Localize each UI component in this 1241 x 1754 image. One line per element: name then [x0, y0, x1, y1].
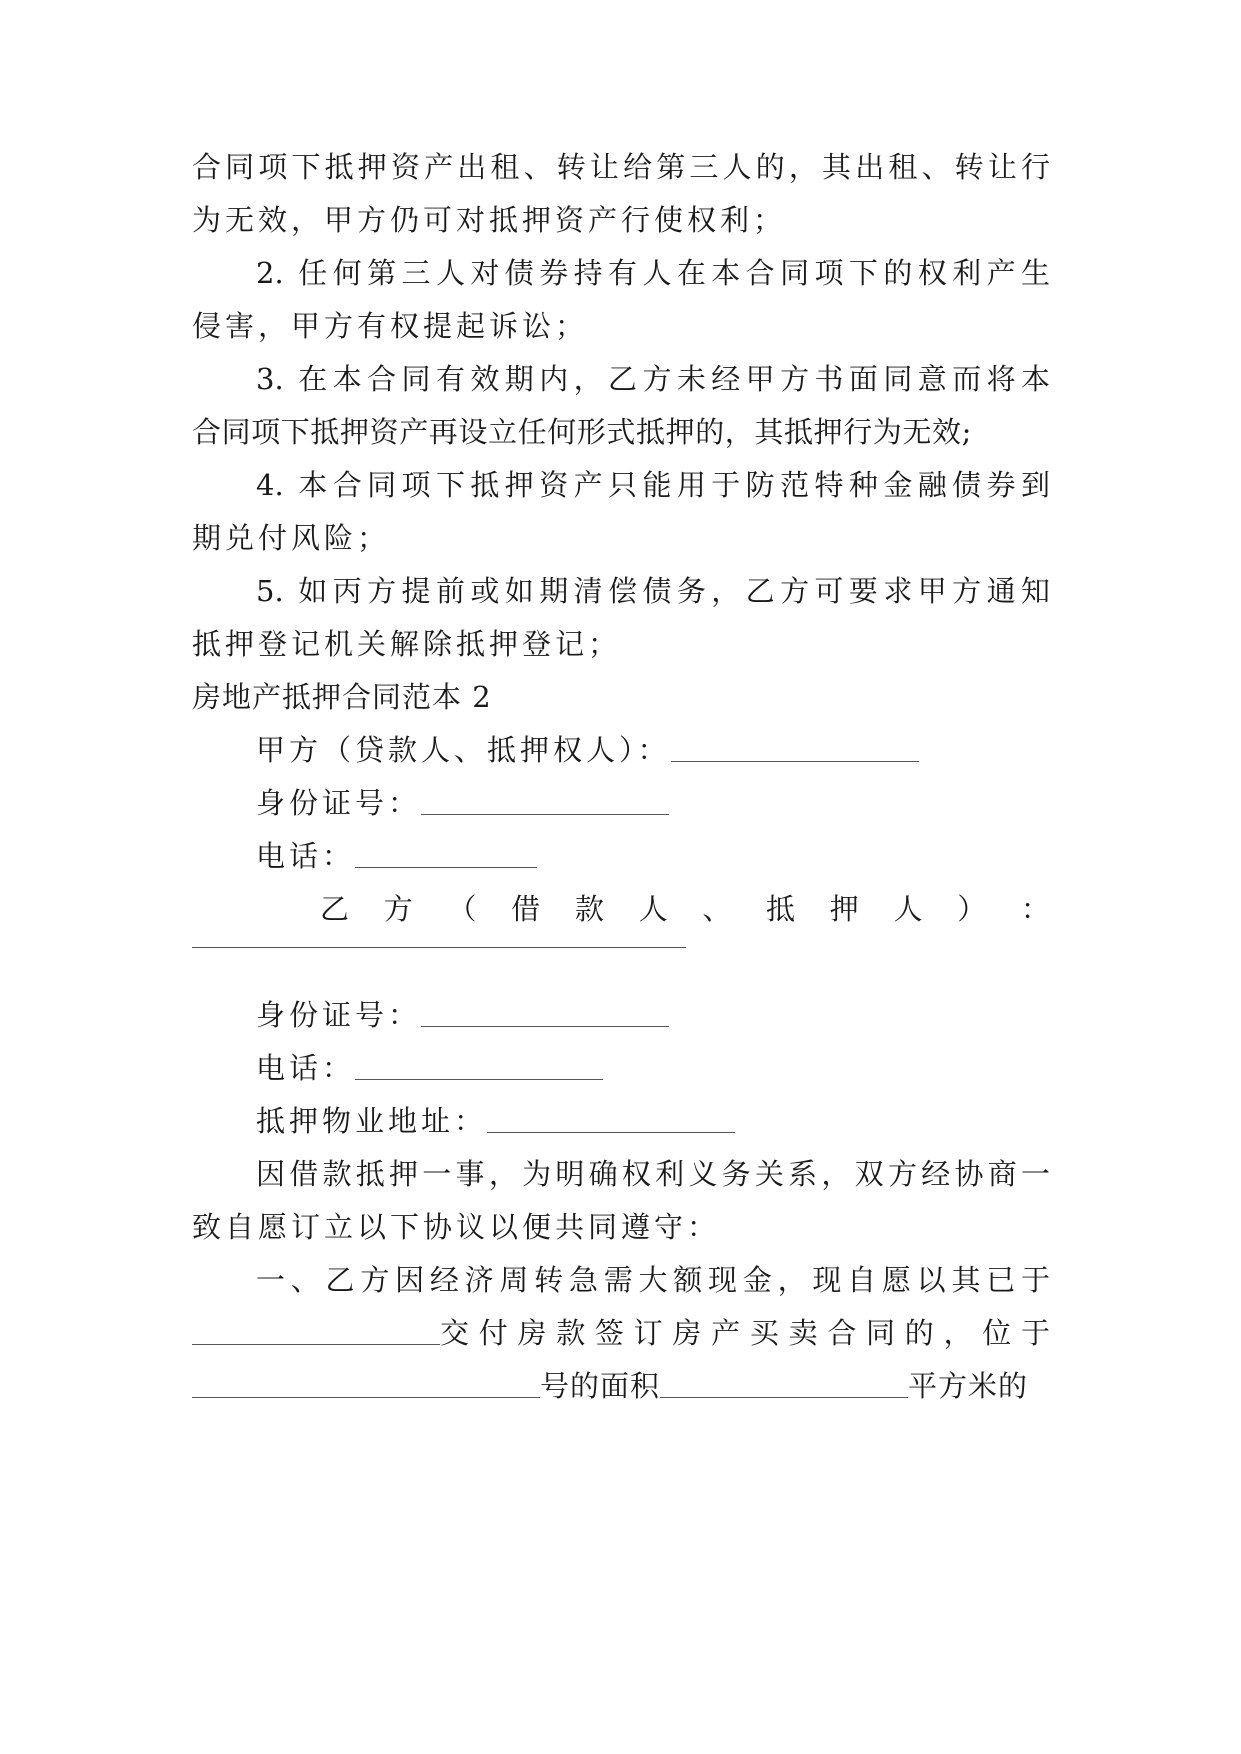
id-label: 身份证号：: [256, 786, 422, 820]
text-line: 因借款抵押一事，为明确权利义务关系，双方经协商一: [256, 1157, 1050, 1191]
text-line: 合同项下抵押资产出租、转让给第三人的，其出租、转让行: [192, 150, 1050, 184]
party-b-char: 押: [829, 892, 859, 926]
text-line: [192, 1313, 1050, 1353]
party-a-line: [256, 730, 1050, 770]
phone-label: 电话：: [256, 1051, 356, 1085]
area-blank: [660, 1371, 908, 1398]
id-label: 身份证号：: [256, 998, 422, 1032]
text-fragment: 平方米的: [908, 1369, 1029, 1403]
party-b-char: 、: [702, 892, 732, 926]
date-blank: [192, 1318, 440, 1345]
party-b-blank: [192, 947, 686, 948]
party-b-char: 借: [511, 892, 541, 926]
party-a-blank: [671, 735, 919, 762]
clause-3: 3. 在本合同有效期内，乙方未经甲方书面同意而将本: [256, 362, 1050, 396]
section-heading: 房地产抵押合同范本 2: [192, 680, 492, 714]
address-label: 抵押物业地址：: [256, 1104, 488, 1138]
location-blank: [192, 1371, 540, 1398]
text-fragment: 交付房款签订房产买卖合同的，位于: [440, 1316, 1050, 1350]
text-line: 侵害，甲方有权提起诉讼；: [192, 309, 589, 343]
party-b-char: （: [447, 892, 477, 926]
text-line: 合同项下抵押资产再设立任何形式抵押的，其抵押行为无效;: [192, 415, 972, 449]
text-fragment: 号的面积: [540, 1369, 661, 1403]
address-blank: [487, 1106, 735, 1133]
party-b-phone-line: [256, 1048, 1050, 1088]
party-a-label: 甲方（贷款人、抵押权人）：: [256, 733, 671, 767]
id-blank: [421, 1000, 669, 1027]
party-a-phone-line: [256, 836, 1050, 876]
party-b-label: [320, 889, 1050, 929]
clause-5: 5. 如丙方提前或如期清偿债务，乙方可要求甲方通知: [256, 574, 1050, 608]
text-line: 致自愿订立以下协议以便共同遵守：: [192, 1210, 721, 1244]
party-b-char: 款: [574, 892, 604, 926]
party-b-char: 抵: [766, 892, 796, 926]
party-b-id-line: [256, 995, 1050, 1035]
party-b-char: 方: [383, 892, 413, 926]
text-line: [192, 1366, 1050, 1406]
id-blank: [421, 788, 669, 815]
party-b-char: ）: [957, 892, 987, 926]
property-address-line: [256, 1101, 1050, 1141]
phone-blank: [355, 841, 537, 868]
text-line: 为无效，甲方仍可对抵押资产行使权利；: [192, 203, 787, 237]
clause-4: 4. 本合同项下抵押资产只能用于防范特种金融债券到: [256, 468, 1050, 502]
phone-blank: [355, 1053, 603, 1080]
text-line: 期兑付风险；: [192, 521, 391, 555]
phone-label: 电话：: [256, 839, 356, 873]
party-b-char: ：: [1020, 892, 1050, 926]
party-a-id-line: [256, 783, 1050, 823]
clause-2: 2. 任何第三人对债券持有人在本合同项下的权利产生: [256, 256, 1050, 290]
party-b-char: 人: [638, 892, 668, 926]
text-line: 抵押登记机关解除抵押登记；: [192, 627, 622, 661]
article-1: 一、乙方因经济周转急需大额现金，现自愿以其已于: [256, 1263, 1050, 1297]
party-b-char: 乙: [320, 892, 350, 926]
party-b-char: 人: [893, 892, 923, 926]
